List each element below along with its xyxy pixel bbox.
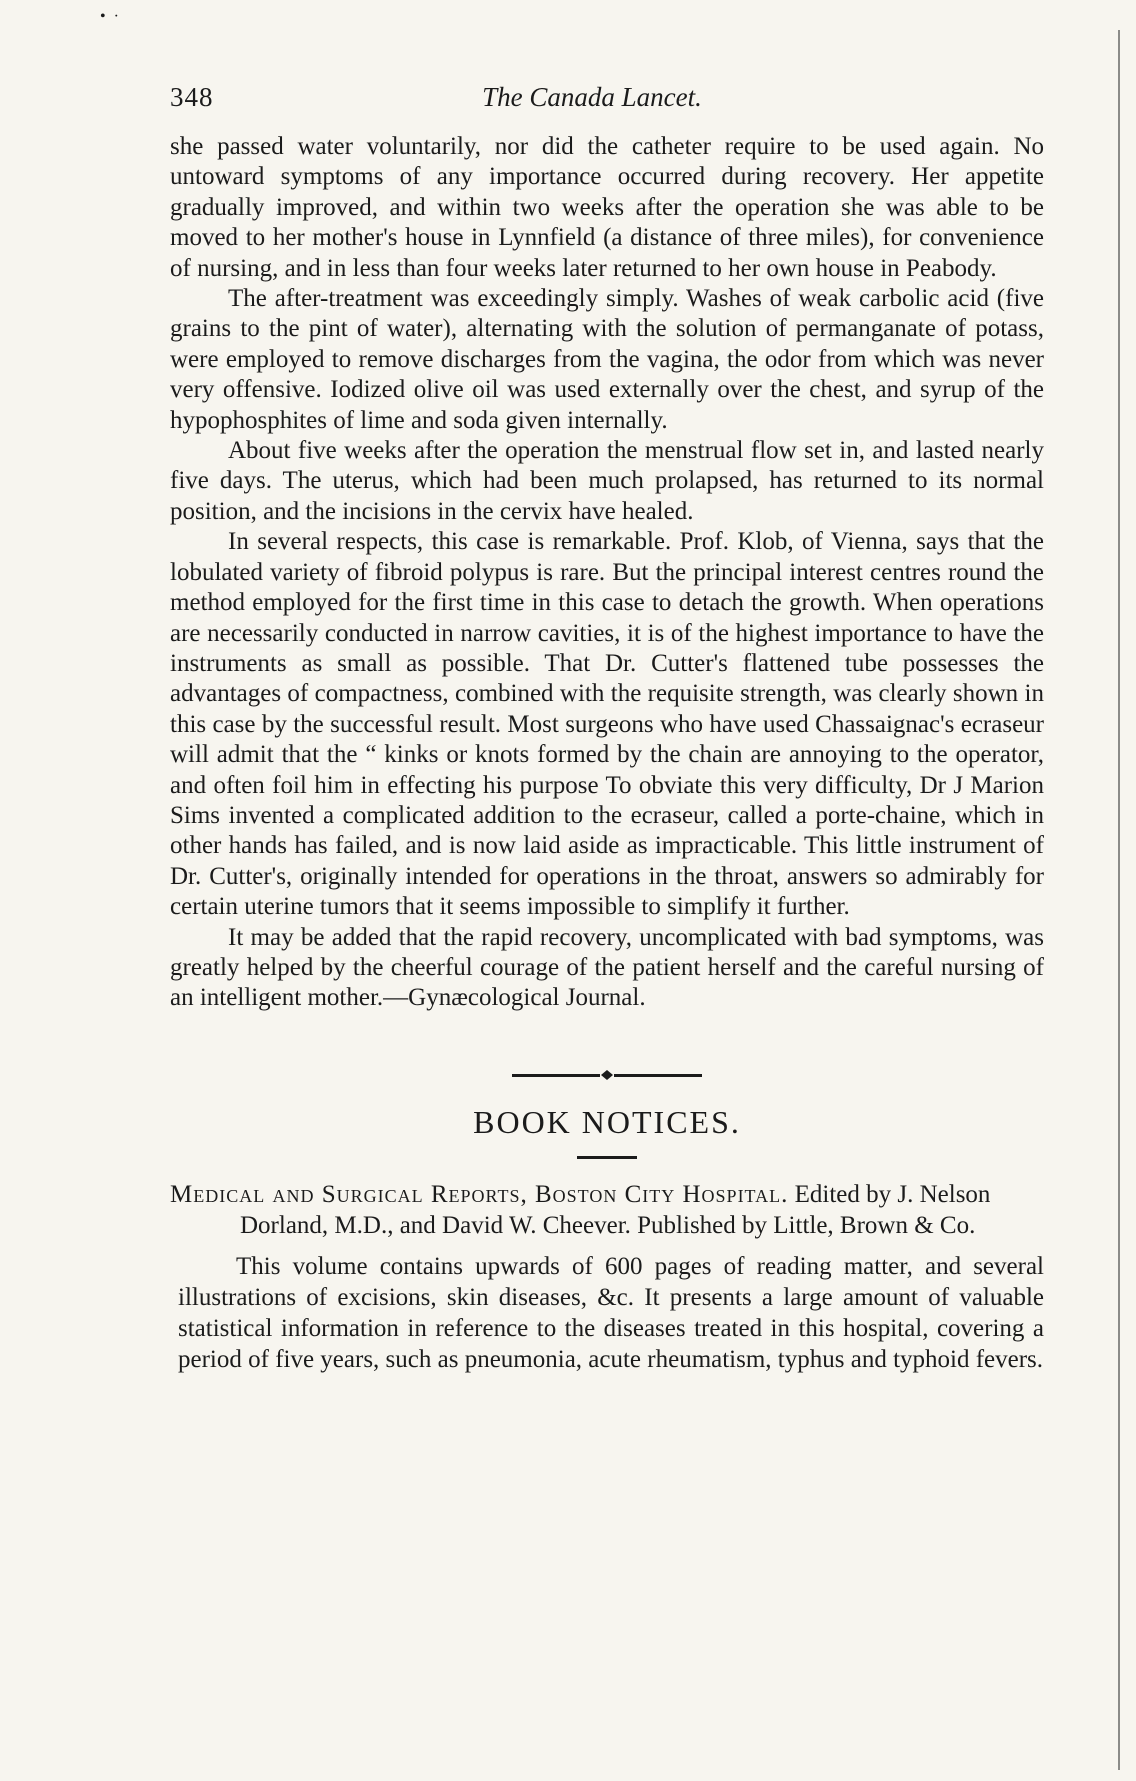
book-review xyxy=(170,1251,1044,1375)
heading-rule xyxy=(577,1156,637,1159)
journal-title: The Canada Lancet. xyxy=(482,82,702,112)
scan-mark: • · xyxy=(100,8,119,25)
article-paragraph: The after-treatment was exceedingly simply. Washes of weak carbolic acid (five grains to the pint of water), alternating with the solution of permanganate of potass, were employed to remove discharges from the vagina, the odor from which was never very offensive. Iodized olive oil was used externally over the chest, and syrup of the hypophosphites of lime and soda given internally. xyxy=(170,285,1044,434)
page-number: 348 xyxy=(170,82,214,112)
article-paragraph: It may be added that the rapid recovery, uncomplicated with bad symptoms, was greatly helped by the cheerful courage of the patient herself and the careful nursing of an intelligent mother.—Gynæcological Journal. xyxy=(170,923,1044,1012)
article-paragraph: she passed water voluntarily, nor did the catheter require to be used again. No untoward symptoms of any importance occurred during recovery. Her appetite gradually improved, and within two weeks after the operation she was able to be moved to her mother's house in Lynnfield (a distance of three miles), for convenience of nursing, and in less than four weeks later returned to her own house in Peabody. xyxy=(170,133,1044,282)
section-divider-ornament xyxy=(512,1068,702,1082)
document-page xyxy=(170,82,1044,1375)
diamond-ornament-icon xyxy=(601,1070,613,1080)
page-edge-shadow xyxy=(1118,30,1130,1770)
book-publisher: Published by Little, Brown & Co. xyxy=(637,1211,976,1239)
section-heading: BOOK NOTICES. xyxy=(473,1103,741,1140)
review-paragraph: This volume contains upwards of 600 pages of reading matter, and several illustrations of excisions, skin diseases, &c. It presents a large amount of valuable statistical information in reference to the diseases treated in this hospital, covering a period of five years, such as pneumonia, acute rheumatism, typhus and typhoid fevers. xyxy=(178,1252,1044,1373)
article-body xyxy=(170,132,1044,1014)
article-paragraph: About five weeks after the operation the menstrual flow set in, and lasted nearly five days. The uterus, which had been much prolapsed, has returned to its normal position, and the incisions in the cervix have healed. xyxy=(170,437,1044,525)
article-paragraph: In several respects, this case is remarkable. Prof. Klob, of Vienna, says that the lobulated variety of fibroid polypus is rare. But the principal interest centres round the method employed for the first time in this case to detach the growth. When operations are necessarily conducted in narrow cavities, it is of the highest importance to have the instruments as small as possible. That Dr. Cutter's flattened tube possesses the advantages of compactness, combined with the requisite strength, was clearly shown in this case by the successful result. Most surgeons who have used Chassaignac's ecraseur will admit that the “ kinks or knots formed by the chain are annoying to the operator, and often foil him in effecting his purpose To obviate this very difficulty, Dr J Marion Sims invented a complicated addition to the ecraseur, called a porte-chaine, which in other hands has failed, and is now laid aside as impracticable. This little instrument of Dr. Cutter's, originally intended for operations in the throat, answers so admirably for certain uterine tumors that it seems impossible to simplify it further. xyxy=(170,528,1044,921)
running-header xyxy=(170,82,1044,132)
book-editors: Edited by J. Nelson Dorland, M.D., and David W. Cheever. xyxy=(240,1180,991,1239)
book-title: Medical and Surgical Reports, Boston City Hospital. xyxy=(170,1180,789,1208)
book-entry xyxy=(170,1179,1044,1241)
